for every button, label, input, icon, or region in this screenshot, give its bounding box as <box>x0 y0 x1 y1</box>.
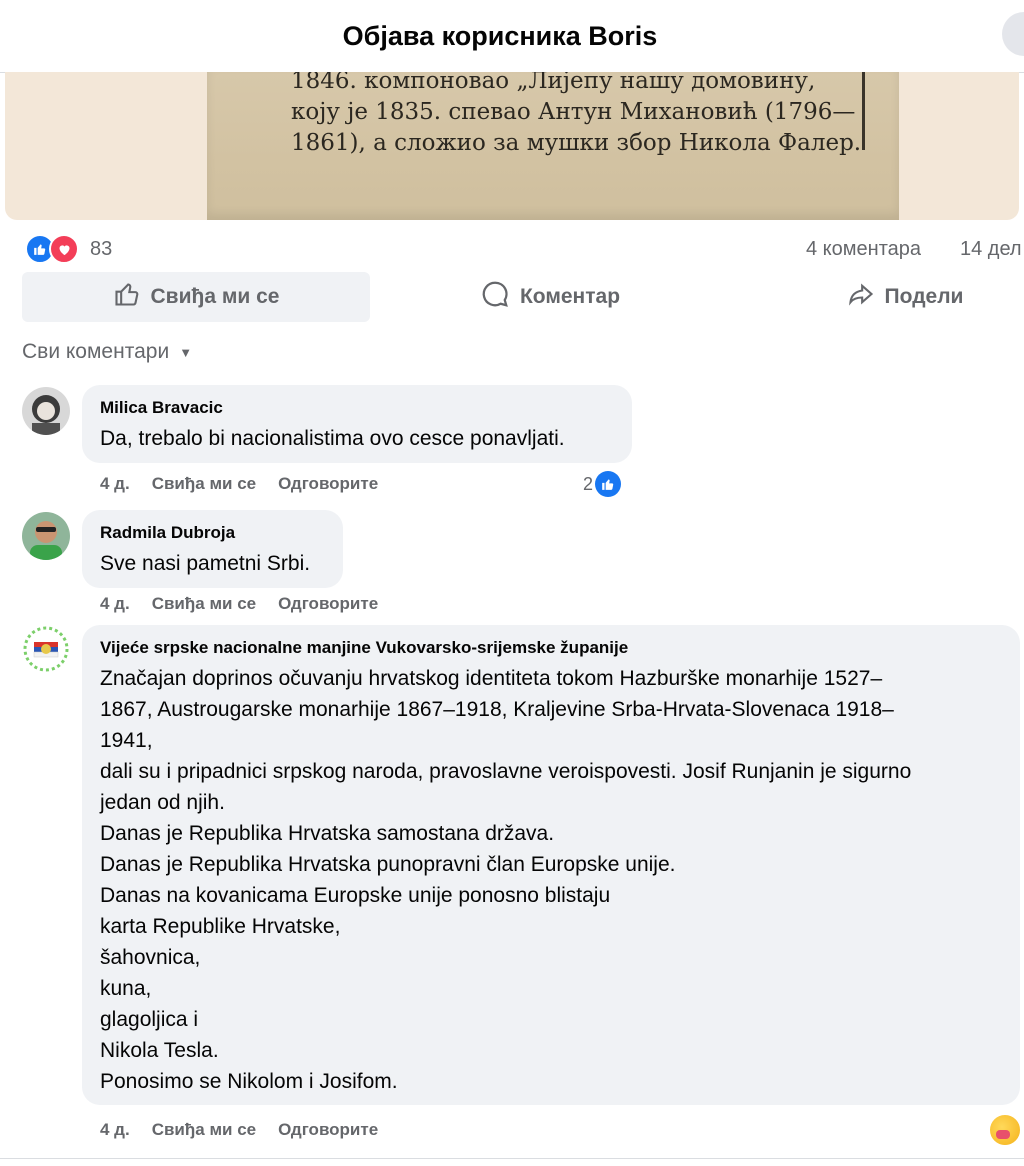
comment-button[interactable] <box>440 272 660 322</box>
reaction-summary <box>0 230 1024 266</box>
comment-text: Značajan doprinos očuvanju hrvatskog identiteta tokom Hazburške monarhije 1527– 1867, Austrougarske monarhije 1867–1918, Kraljevine Srba-Hrvata-Slovenaca 1918– 1941, dali su i pripadnici srpskog naroda, pravoslavne veroispovesti. Josif Runjanin je sigurno jedan od njih. Danas je Republika Hrvatska samostana država. Danas je Republika Hrvatska punopravni član Europske unije. Danas na kovanicama Europske unije ponosno blistaju karta Republike Hrvatske, šahovnica, kuna, glagoljica i Nikola Tesla. Ponosimo se Nikolom i Josifom. <box>100 667 912 1093</box>
share-button[interactable] <box>810 272 1000 322</box>
page-title: Објава корисника Boris <box>342 20 658 51</box>
comment-like-link[interactable]: Свиђа ми се <box>151 594 257 613</box>
like-button[interactable] <box>22 272 370 322</box>
share-label: Подели <box>884 285 964 308</box>
post-photo-area <box>5 72 1019 220</box>
avatar[interactable] <box>22 512 70 560</box>
comment-label: Коментар <box>519 285 621 308</box>
comment-icon <box>480 279 510 315</box>
comment-author[interactable]: Radmila Dubroja <box>100 523 236 542</box>
thumbs-up-icon <box>113 280 141 314</box>
comment-meta <box>100 474 378 494</box>
comment-reply-link[interactable]: Одговорите <box>278 474 379 493</box>
comment-like-link[interactable]: Свиђа ми се <box>151 474 257 493</box>
heart-icon <box>49 234 79 264</box>
comment-time[interactable]: 4 д. <box>100 474 130 493</box>
photo-rule <box>862 72 865 150</box>
comment-bubble <box>82 385 632 463</box>
comment-text: Sve nasi pametni Srbi. <box>100 552 311 575</box>
avatar[interactable] <box>22 625 70 673</box>
comment-bubble <box>82 510 343 588</box>
comment-reply-link[interactable]: Одговорите <box>278 594 379 613</box>
like-count-value: 2 <box>583 473 594 494</box>
post-header <box>0 0 1024 73</box>
comment-text: Da, trebalo bi nacionalistima ovo cesce ponavljati. <box>100 427 565 450</box>
photo-line: 1861), а сложио за мушки збор Никола Фалер. <box>291 130 862 156</box>
filter-label: Сви коментари <box>22 340 170 363</box>
like-label: Свиђа ми се <box>150 285 280 308</box>
comment-time[interactable]: 4 д. <box>100 1120 130 1139</box>
close-button[interactable] <box>1002 12 1024 56</box>
care-emoji-icon[interactable] <box>988 1113 1022 1147</box>
comment-reaction-count[interactable] <box>583 471 621 497</box>
comment-author[interactable]: Vijeće srpske nacionalne manjine Vukovarsko-srijemske županije <box>100 638 629 657</box>
reaction-icons[interactable] <box>25 234 81 262</box>
post-actions <box>0 272 1024 322</box>
divider <box>0 1158 1024 1159</box>
comment-like-link[interactable]: Свиђа ми се <box>151 1120 257 1139</box>
comment-author[interactable]: Milica Bravacic <box>100 398 223 417</box>
share-icon <box>847 280 875 314</box>
comment-meta <box>100 1120 378 1140</box>
reaction-count[interactable]: 83 <box>90 238 113 260</box>
photo-line: 1846. компоновао „Лијепу нашу домовину, <box>291 72 816 94</box>
caret-down-icon: ▼ <box>179 344 193 360</box>
comment-count[interactable]: 4 коментара <box>806 238 921 260</box>
comment-filter[interactable] <box>22 340 192 364</box>
comment-bubble <box>82 625 1020 1105</box>
share-count[interactable]: 14 дел <box>960 238 1022 260</box>
comment-time[interactable]: 4 д. <box>100 594 130 613</box>
comment-reply-link[interactable]: Одговорите <box>278 1120 379 1139</box>
post-photo[interactable] <box>207 72 899 220</box>
thumbs-up-icon <box>595 471 621 497</box>
photo-line: коју је 1835. спевао Антун Михановић (1796— <box>291 99 856 125</box>
photo-text <box>291 72 861 159</box>
comment-meta <box>100 594 378 614</box>
avatar[interactable] <box>22 387 70 435</box>
